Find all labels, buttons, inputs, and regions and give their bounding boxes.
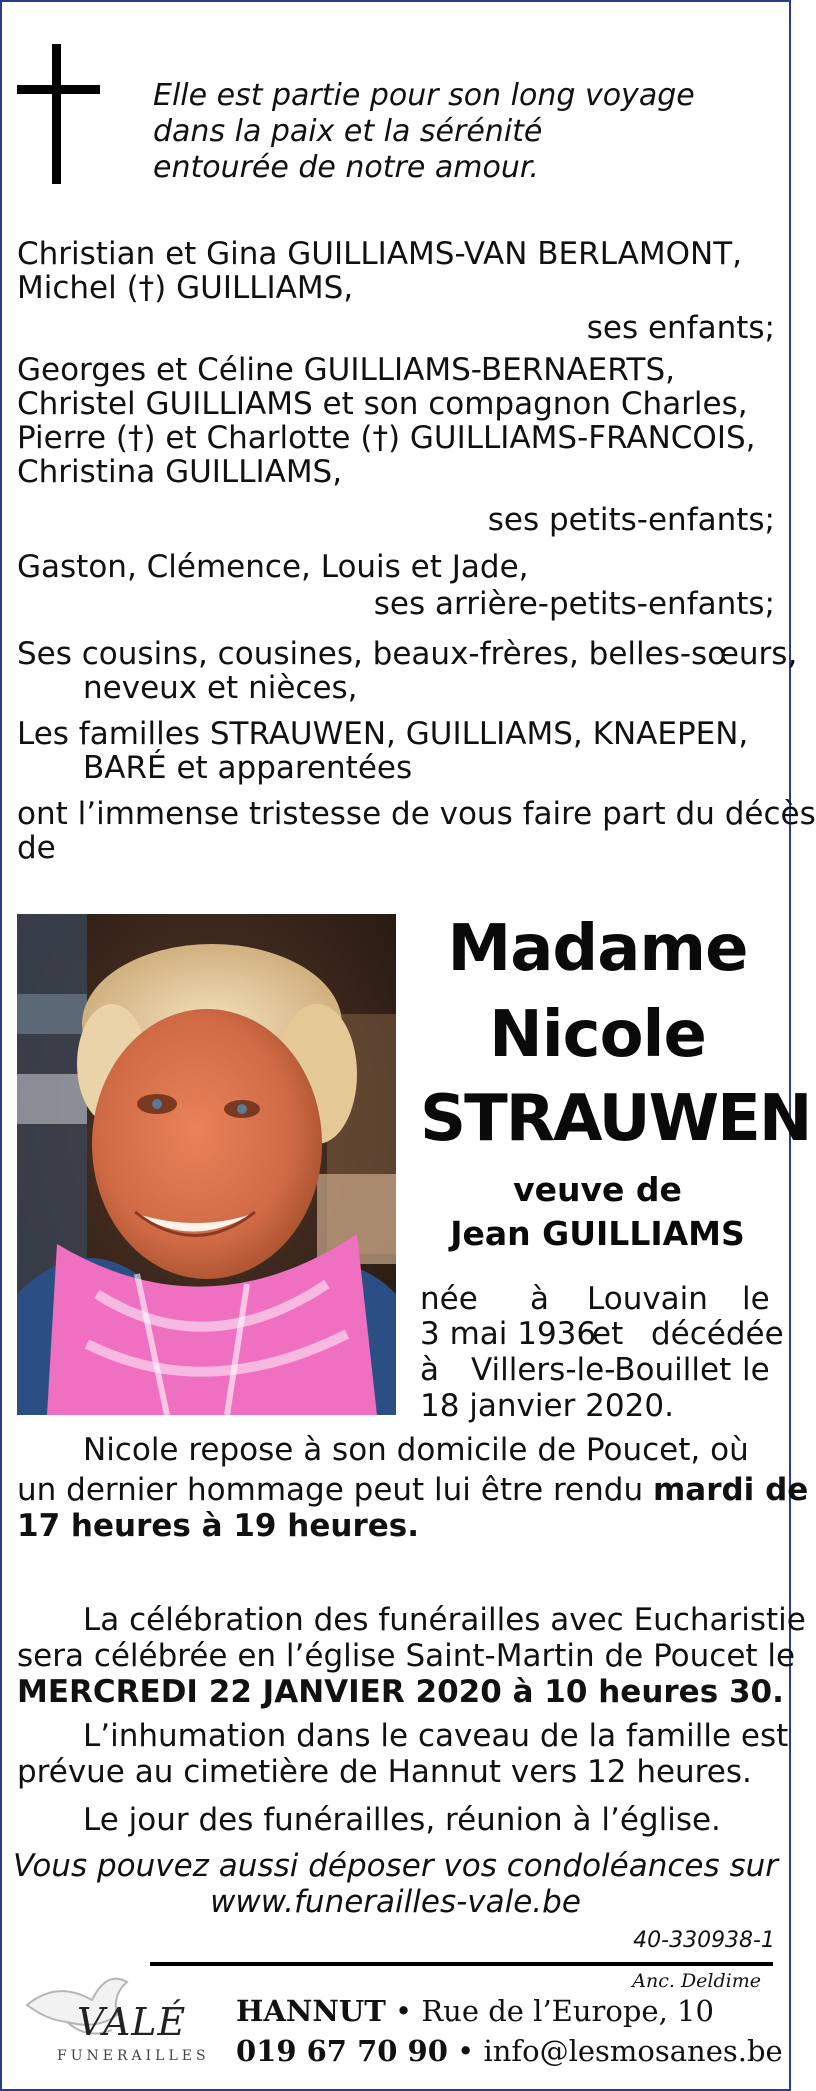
vale-logo (17, 1960, 210, 2075)
cousins-line-1: Ses cousins, cousines, beaux-frères, belles-sœurs, (17, 636, 798, 672)
great-grandchildren-line: Gaston, Clémence, Louis et Jade, (17, 549, 529, 585)
children-line-2: Michel (†) GUILLIAMS, (17, 270, 354, 306)
widow-of-label: veuve de (513, 1170, 682, 1209)
footer-phone[interactable]: 019 67 70 90 (236, 2034, 448, 2068)
death-place: Villers-le-Bouillet (471, 1352, 732, 1388)
grandchildren-line-1: Georges et Céline GUILLIAMS-BERNAERTS, (17, 352, 675, 388)
quote-line: entourée de notre amour. (153, 150, 539, 185)
birth-word: née (420, 1281, 478, 1317)
cross-icon-bar (17, 85, 100, 94)
logo-subtitle: FUNERAILLES (57, 2048, 210, 2064)
deceased-last-name: STRAUWEN (420, 1082, 811, 1156)
birth-place: Louvain (587, 1281, 708, 1317)
footer-email[interactable]: info@lesmosanes.be (483, 2034, 783, 2068)
portrait-photo (17, 914, 396, 1415)
burial-line-1: L’inhumation dans le caveau de la famille est (83, 1718, 789, 1754)
children-role: ses enfants; (586, 310, 775, 346)
death-word: le (742, 1352, 770, 1388)
footer-address (236, 1994, 714, 2028)
birth-word: à (530, 1281, 549, 1317)
announcement-line-2: de (17, 830, 56, 866)
grandchildren-line-3: Pierre (†) et Charlotte (†) GUILLIAMS-FRANCOIS, (17, 420, 756, 456)
cousins-line-2: neveux et nièces, (83, 670, 358, 706)
death-date: 18 janvier 2020. (420, 1388, 674, 1424)
quote-line: Elle est partie pour son long voyage (153, 78, 695, 113)
vigil-hours: 17 heures à 19 heures. (17, 1508, 420, 1544)
footer-street: Rue de l’Europe, 10 (421, 1994, 714, 2028)
birth-word: décédée (651, 1316, 784, 1352)
deceased-title: Madame (447, 912, 748, 986)
former-name: Anc. Deldime (632, 1970, 761, 1992)
deceased-first-name: Nicole (489, 998, 706, 1072)
families-line-2: BARÉ et apparentées (83, 750, 413, 786)
death-word: à (420, 1352, 439, 1388)
footer-contact (236, 2034, 783, 2068)
gathering-line: Le jour des funérailles, réunion à l’église. (83, 1802, 721, 1838)
vigil-text: un dernier hommage peut lui être rendu (17, 1472, 653, 1508)
footer-separator: • (447, 2034, 484, 2068)
footer-separator: • (385, 1994, 422, 2028)
cross-icon (52, 44, 61, 184)
vigil-line-1: Nicole repose à son domicile de Poucet, où (83, 1432, 749, 1468)
condolences-website[interactable]: www.funerailles-vale.be (210, 1884, 581, 1920)
epitaph-quote (153, 78, 695, 186)
children-line-1: Christian et Gina GUILLIAMS-VAN BERLAMONT, (17, 236, 743, 272)
great-grandchildren-role: ses arrière-petits-enfants; (373, 586, 775, 622)
birth-date: 3 mai 1936 (420, 1316, 597, 1352)
funeral-line-2: sera célébrée en l’église Saint-Martin de Poucet le (17, 1638, 796, 1674)
spouse-name: Jean GUILLIAMS (450, 1214, 745, 1253)
funeral-line-1: La célébration des funérailles avec Eucharistie (83, 1602, 806, 1638)
quote-line: dans la paix et la sérénité (153, 114, 543, 149)
condolences-line: Vous pouvez aussi déposer vos condoléances sur (12, 1848, 779, 1884)
footer-city: HANNUT (236, 1994, 386, 2028)
birth-word: le (742, 1281, 770, 1317)
funeral-date: MERCREDI 22 JANVIER 2020 à 10 heures 30. (17, 1674, 784, 1710)
vigil-line-2 (17, 1474, 808, 1507)
families-line-1: Les familles STRAUWEN, GUILLIAMS, KNAEPEN, (17, 716, 749, 752)
announcement-line-1: ont l’immense tristesse de vous faire part du décès (17, 796, 816, 832)
footer-divider (150, 1962, 773, 1966)
birth-word: et (592, 1316, 624, 1352)
vigil-day: mardi de (652, 1472, 809, 1508)
grandchildren-role: ses petits-enfants; (487, 502, 775, 538)
grandchildren-line-4: Christina GUILLIAMS, (17, 454, 343, 490)
logo-name: VALÉ (77, 2000, 187, 2044)
reference-number: 40-330938-1 (633, 1928, 775, 1953)
burial-line-2: prévue au cimetière de Hannut vers 12 heures. (17, 1754, 752, 1790)
grandchildren-line-2: Christel GUILLIAMS et son compagnon Charles, (17, 386, 748, 422)
